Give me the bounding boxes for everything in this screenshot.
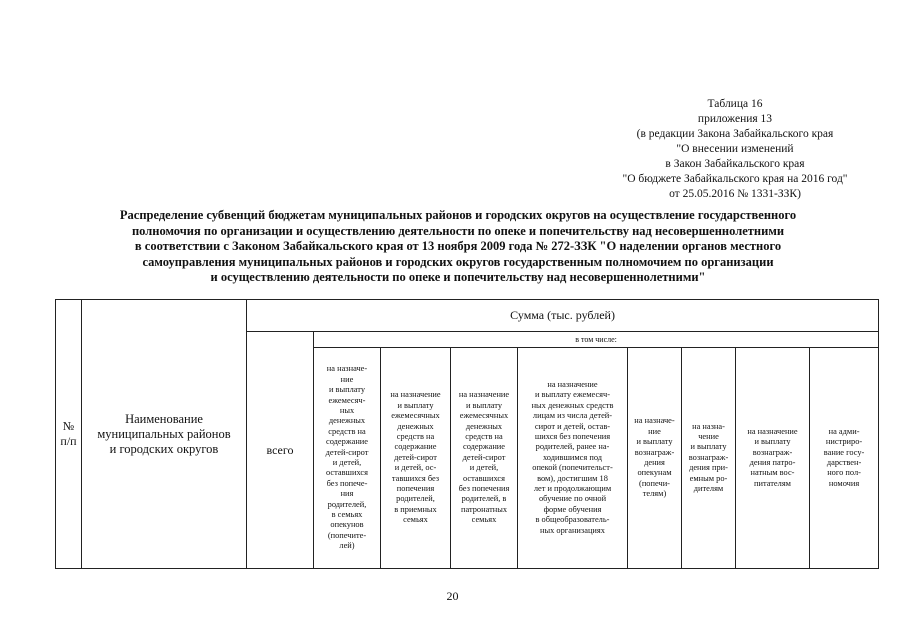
subcolumn-header-line: питателям [754, 478, 791, 488]
subcolumn-header-line: (попечи- [639, 478, 670, 488]
subcolumn-header-line: и выплату [328, 385, 366, 395]
subcolumn-header-line: средств на [465, 431, 503, 441]
subcolumn-guardians-payments [314, 348, 381, 569]
subcolumn-header-line: родителей, в [461, 494, 507, 504]
subcolumn-header-line: на назначение [547, 379, 598, 389]
title-line-5: и осуществлению деятельности по опеке и попечительству над несовершеннолетними" [210, 270, 706, 284]
column-header-name [82, 300, 247, 569]
subcolumn-header-line: на назначение [747, 426, 798, 436]
title-line-4: самоуправления муниципальных районов и городских округов государственным полномочием по организации [142, 254, 774, 269]
subcolumn-header-line: лет и продолжающим [533, 484, 612, 494]
subcolumn-header-line: дения при- [689, 463, 728, 473]
subcolumn-header-line: ходившимся под [542, 452, 603, 462]
subcolumn-header-line: семьях [471, 515, 497, 525]
subcolumn-header-line: шихся без попечения [534, 431, 611, 441]
header-line-4: "О внесении изменений [676, 143, 794, 155]
subcolumn-header-line: денежных [328, 416, 366, 426]
subcolumn-header-line: на адми- [828, 426, 860, 436]
subcolumn-header-line: ных денежных средств [531, 400, 614, 410]
subcolumn-header-line: вознаграж- [752, 447, 793, 457]
subcolumn-header-line: и выплату [397, 400, 434, 410]
subcolumn-header-line: родителей, [396, 494, 435, 504]
name-header-line-3: и городских округов [109, 441, 219, 456]
subcolumn-header-line: и выплату ежемесяч- [534, 390, 611, 400]
appendix-ref: приложения 13 [697, 113, 773, 125]
subcolumn-header-line: ного пол- [827, 468, 861, 478]
name-header-line-2: муниципальных районов [97, 426, 231, 441]
subcolumn-header-line: и выплату [754, 437, 791, 447]
appendix-header [560, 97, 905, 202]
title-line-2: полномочия по организации и осуществлению деятельности по опеке и попечительству над несовершеннолетними [131, 223, 785, 238]
table-label: Таблица 16 [707, 98, 763, 110]
sum-header: Сумма (тыс. рублей) [247, 300, 879, 332]
subcolumn-header-line: вознаграж- [634, 447, 675, 457]
subcolumn-header-line: детей-сирот [394, 452, 437, 462]
subcolumn-header-line: родителей, [327, 499, 367, 509]
subcolumn-header-line: и выплату [690, 442, 727, 452]
subcolumn-header-line: без попечения [458, 484, 510, 494]
title-line-1: Распределение субвенций бюджетам муниципальных районов и городских округов на осуществление государственного [119, 208, 797, 222]
subcolumn-foster-family-payments [381, 348, 451, 569]
subcolumn-graduates-payments [518, 348, 628, 569]
subcolumn-header-line: родителей, ранее на- [535, 442, 610, 452]
subcolumn-header-line: вание госу- [823, 447, 865, 457]
subcolumn-header-line: дителям [693, 484, 724, 494]
subcolumn-header-line: на назначение [390, 390, 441, 400]
subcolumn-header-line: опекунам [637, 468, 672, 478]
subcolumn-header-line: форме обучения [543, 504, 602, 514]
subcolumn-header-line: детей-сирот [325, 447, 369, 457]
subvention-table [55, 299, 879, 569]
number-abbrev: п/п [60, 434, 77, 448]
subcolumn-header-line: денежных [397, 421, 434, 431]
subcolumn-patronage-payments [451, 348, 518, 569]
column-header-number [56, 300, 82, 569]
subcolumn-header-line: средств на [396, 431, 435, 441]
subcolumn-header-line: содержание [325, 437, 368, 447]
subcolumn-header-line: семьях [403, 515, 428, 525]
subcolumn-header-line: и выплату [636, 437, 673, 447]
subcolumn-header-line: ежемесячных [391, 411, 440, 421]
subcolumn-header-line: телям) [642, 489, 667, 499]
subcolumn-header-line: патронатных [460, 504, 508, 514]
subcolumn-header-line: ных организациях [540, 525, 605, 535]
subcolumn-header-line: в общеобразователь- [535, 515, 610, 525]
title-line-3: в соответствии с Законом Забайкальского края от 13 ноября 2009 года № 272-ЗЗК "О наделении органов местного [134, 239, 782, 253]
subcolumn-header-line: нистриро- [825, 437, 863, 447]
header-line-7: от 25.05.2016 № 1331-ЗЗК) [669, 188, 801, 200]
subcolumn-header-line: опекунов [330, 520, 364, 530]
subcolumn-header-line: дарствен- [826, 458, 862, 467]
subcolumn-patronage-educator-remuneration [736, 348, 810, 569]
page-number: 20 [446, 589, 459, 603]
subcolumn-header-line: на назначение [458, 390, 510, 400]
subcolumn-header-line: содержание [462, 442, 505, 452]
subcolumn-header-line: оставшихся [326, 468, 368, 478]
subcolumn-header-line: и выплату [465, 400, 503, 410]
subcolumn-header-line: и детей, [469, 463, 499, 473]
subcolumn-header-line: ежемесячных [459, 411, 509, 421]
subcolumn-header-line: денежных [465, 421, 503, 431]
name-header-line-1: Наименование [125, 411, 203, 426]
subcolumn-header-line: лей) [339, 541, 355, 551]
subcolumn-header-line: ежемесяч- [328, 395, 366, 405]
subcolumn-header-line: вознаграж- [688, 452, 729, 462]
subcolumn-header-line: содержание [394, 442, 437, 452]
subcolumn-header-line: (попечите- [327, 530, 367, 540]
document-title [58, 208, 858, 286]
subcolumn-header-line: натным вос- [750, 468, 795, 478]
subcolumn-administration [810, 348, 879, 569]
header-line-3: (в редакции Закона Забайкальского края [636, 128, 834, 140]
subcolumn-header-line: чение [698, 431, 719, 441]
subcolumn-header-line: сирот и детей, остав- [534, 421, 611, 431]
subcolumn-header-line: оставшихся [463, 473, 505, 483]
subcolumn-header-line: детей-сирот [462, 452, 506, 462]
subcolumn-header-line: в приемных [394, 504, 437, 514]
subcolumn-header-line: вом), достигшим 18 [537, 473, 608, 483]
subcolumn-header-line: лицам из числа детей- [532, 411, 613, 421]
including-header: в том числе: [314, 332, 879, 348]
subcolumn-header-line: опекой (попечительст- [532, 463, 613, 473]
subcolumn-header-line: тавшихся без [391, 473, 440, 483]
subcolumn-header-line: ния [340, 489, 354, 499]
subcolumn-header-line: без попече- [326, 478, 368, 488]
subcolumn-header-line: и детей, [332, 458, 362, 467]
subcolumn-header-line: и детей, ос- [394, 463, 437, 473]
subcolumn-header-line: ние [648, 426, 661, 436]
subcolumn-header-line: попечения [396, 484, 435, 494]
subcolumn-header-line: дения патро- [749, 458, 796, 467]
subcolumn-header-line: емным ро- [689, 473, 728, 483]
subcolumn-header-line: средств на [328, 426, 366, 436]
subcolumn-guardian-remuneration [628, 348, 682, 569]
subcolumn-header-line: на назначе- [634, 416, 675, 426]
subcolumn-header-line: дения [644, 458, 665, 467]
subcolumn-foster-parent-remuneration [682, 348, 736, 569]
subcolumn-header-line: ние [340, 374, 354, 384]
column-header-total: всего [247, 332, 314, 569]
subcolumn-header-line: номочия [828, 478, 860, 488]
header-line-6: "О бюджете Забайкальского края на 2016 год" [622, 173, 848, 185]
subcolumn-header-line: на назначе- [326, 364, 368, 374]
subcolumn-header-line: обучение по очной [538, 494, 607, 504]
subcolumn-header-line: на назна- [692, 421, 725, 431]
subcolumn-header-line: в семьях [331, 510, 363, 520]
subcolumn-header-line: ных [339, 405, 355, 415]
header-line-5: в Закон Забайкальского края [665, 158, 805, 170]
number-sign: № [62, 419, 75, 433]
